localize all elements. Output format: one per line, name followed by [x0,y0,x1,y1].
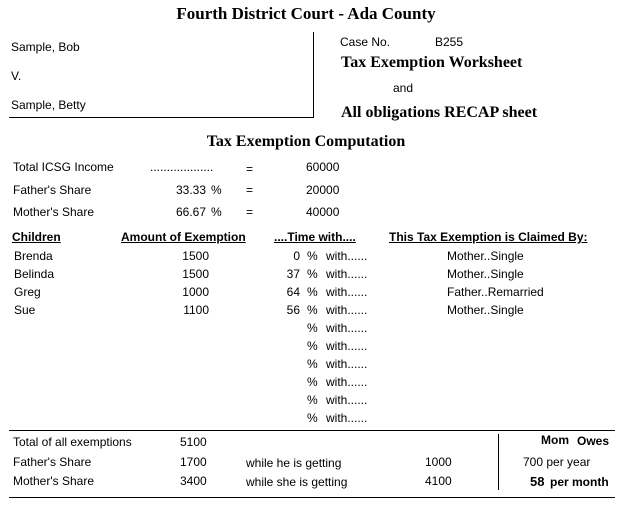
row-with-label: with...... [326,375,368,389]
parties-right-rule [313,32,314,118]
row-claimed: Mother..Single [447,249,524,263]
party-2: Sample, Betty [11,98,86,112]
mother-getting-label: while she is getting [246,475,348,489]
header-amount: Amount of Exemption [121,230,246,244]
row-claimed: Mother..Single [447,267,524,281]
owes-who: Mom [541,433,569,447]
court-title: Fourth District Court - Ada County [176,4,436,23]
and-label: and [393,81,414,95]
row-amount: 1500 [182,267,209,281]
parties-bottom-rule [9,117,313,118]
owes-monthly-value: 58 [530,474,545,489]
row-pct-sign: % [307,249,318,263]
row-pct-sign: % [307,285,318,299]
row-amount: 1100 [183,303,209,317]
pct-sign: % [211,183,222,197]
owes-per-month: per month [550,475,609,489]
mother-getting-value: 4100 [425,474,452,488]
recap-title: All obligations RECAP sheet [341,104,538,121]
row-pct-sign: % [307,411,318,425]
row-with-label: with...... [326,411,368,425]
row-pct-sign: % [307,321,318,335]
owes-divider [498,434,499,490]
equals-sign: = [246,162,254,176]
mother-exemption-label: Mother's Share [13,474,94,488]
header-time: ....Time with.... [274,230,356,244]
row-pct-sign: % [307,393,318,407]
computation-title: Tax Exemption Computation [206,133,406,150]
total-income-value: 60000 [306,160,340,174]
row-child: Brenda [14,249,53,263]
row-with-label: with...... [326,393,368,407]
mother-share-value: 40000 [306,205,340,219]
owes-per-year: 700 per year [523,455,591,469]
worksheet-title: Tax Exemption Worksheet [341,54,523,71]
mother-share-pct: 66.67 [175,205,206,219]
versus-label: V. [11,69,22,83]
row-time: 0 [293,249,300,263]
row-pct-sign: % [307,267,318,281]
dots-leader: ................... [150,160,214,174]
row-pct-sign: % [307,375,318,389]
row-time: 56 [286,303,300,317]
row-with-label: with...... [326,321,368,335]
total-exemptions-label: Total of all exemptions [13,435,132,449]
row-with-label: with...... [326,357,368,371]
row-amount: 1000 [182,285,209,299]
row-time: 64 [286,285,300,299]
total-income-label: Total ICSG Income [13,160,114,174]
total-exemptions-value: 5100 [180,435,207,449]
father-share-pct: 33.33 [175,183,206,197]
row-with-label: with...... [326,267,368,281]
row-pct-sign: % [307,303,318,317]
row-child: Belinda [14,267,55,281]
row-claimed: Father..Remarried [447,285,544,299]
mother-exemption-value: 3400 [180,474,207,488]
father-share-label: Father's Share [13,183,92,197]
row-with-label: with...... [326,285,368,299]
row-claimed: Mother..Single [447,303,524,317]
row-with-label: with...... [326,303,368,317]
pct-sign: % [211,205,222,219]
owes-label: Owes [577,434,610,448]
case-number: B255 [435,35,464,49]
row-amount: 1500 [182,249,209,263]
header-children: Children [12,230,61,244]
bottom-rule [9,497,615,498]
mother-share-label: Mother's Share [13,205,94,219]
father-exemption-value: 1700 [180,455,207,469]
row-with-label: with...... [326,339,368,353]
row-time: 37 [286,267,300,281]
equals-sign: = [246,205,254,219]
father-getting-label: while he is getting [246,456,342,470]
totals-top-rule [9,430,615,431]
equals-sign: = [246,183,254,197]
row-child: Greg [14,285,41,299]
case-label: Case No. [340,35,391,49]
row-child: Sue [14,303,36,317]
party-1: Sample, Bob [11,40,80,54]
father-getting-value: 1000 [425,455,452,469]
row-pct-sign: % [307,357,318,371]
father-exemption-label: Father's Share [13,455,92,469]
row-with-label: with...... [326,249,368,263]
row-pct-sign: % [307,339,318,353]
header-claimed: This Tax Exemption is Claimed By: [389,230,588,244]
father-share-value: 20000 [306,183,340,197]
